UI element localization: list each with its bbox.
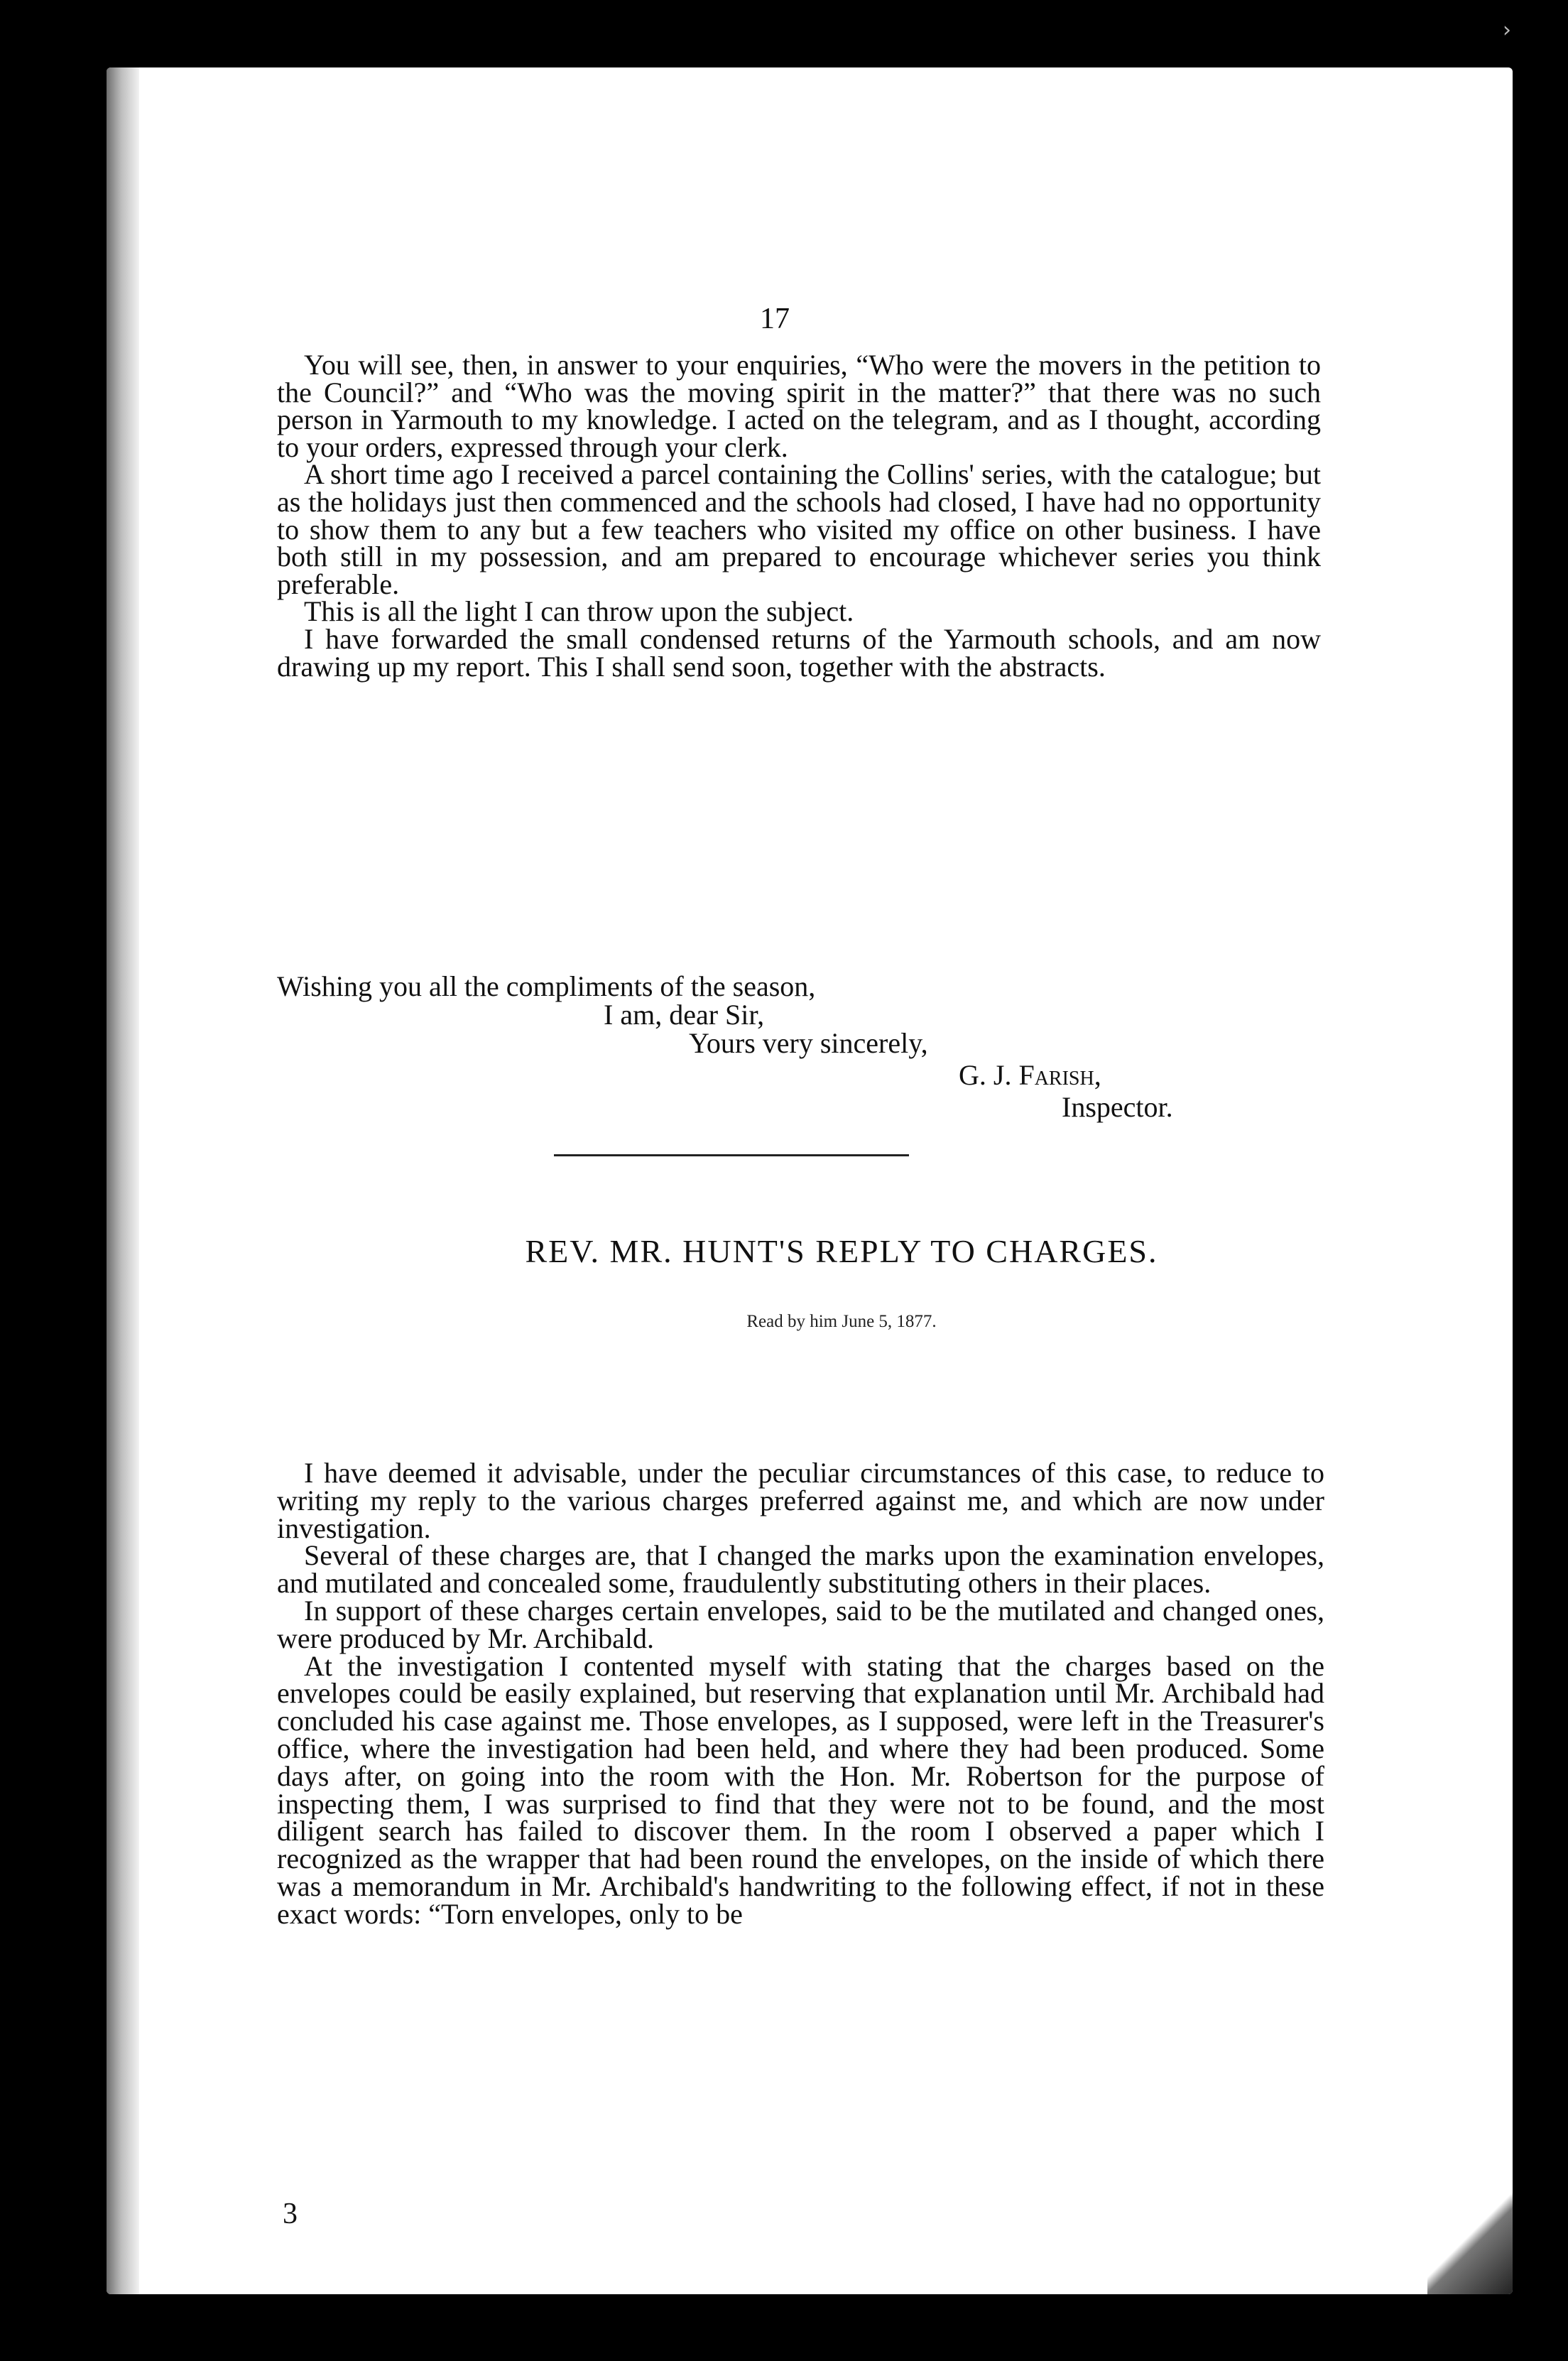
letter-valediction: Yours very sincerely,	[689, 1027, 928, 1059]
letter-signature: G. J. Farish,	[959, 1059, 1101, 1091]
reply-paragraph: In support of these charges certain envelopes, said to be the mutilated and changed ones, were produced by Mr. Archibald.	[277, 1594, 1324, 1654]
signature-mark: 3	[283, 2198, 298, 2230]
page-corner-curl	[1427, 2152, 1513, 2294]
binding-shadow	[107, 67, 139, 2294]
letter-paragraph: I have forwarded the small condensed returns of the Yarmouth schools, and am now drawing up my report. This I shall send soon, together with the abstracts.	[277, 622, 1321, 683]
letter-wishes: Wishing you all the compliments of the season,	[277, 970, 816, 1002]
reply-body	[277, 1457, 1324, 1930]
letter-paragraph: You will see, then, in answer to your enquiries, “Who were the movers in the petition to the Council?” and “Who was the moving spirit in the matter?” that there was no such person in Yarmouth to my knowledge. I acted on the telegram, and as I thought, according to your orders, expressed through your clerk.	[277, 349, 1321, 463]
section-title: REV. MR. HUNT'S REPLY TO CHARGES.	[525, 1233, 1158, 1269]
reply-paragraph: I have deemed it advisable, under the peculiar circumstances of this case, to reduce to writing my reply to the various charges preferred against me, and which are now under investigation.	[277, 1457, 1324, 1544]
page-number: 17	[760, 303, 790, 335]
letter-paragraph: A short time ago I received a parcel containing the Collins' series, with the catalogue; but as the holidays just then commenced and the schools had closed, I have had no opportunity to show them to any but a few teachers who visited my office on other business. I have both still in my possession, and am prepared to encourage whichever series you think preferable.	[277, 458, 1321, 600]
letter-salutation: I am, dear Sir,	[604, 999, 765, 1031]
document-page	[107, 67, 1513, 2294]
page-edge-marks: ›	[1503, 18, 1511, 43]
letter-paragraph: This is all the light I can throw upon the subject.	[304, 595, 854, 628]
section-subtitle: Read by him June 5, 1877.	[746, 1312, 937, 1331]
letter-signer-title: Inspector.	[1062, 1091, 1173, 1123]
section-divider	[554, 1154, 909, 1156]
reply-paragraph: At the investigation I contented myself with stating that the charges based on the envelopes could be easily explained, but reserving that explanation until Mr. Archibald had concluded his case against me. Those envelopes, as I supposed, were left in the Treasurer's office, where the investigation had been held, and where they had been produced. Some days after, on going into the room with the Hon. Mr. Robertson for the purpose of inspecting them, I was surprised to find that they were not to be found, and the most diligent search has failed to discover them. In the room I observed a paper which I recognized as the wrapper that had been round the envelopes, on the inside of which there was a memorandum in Mr. Archibald's handwriting to the following effect, if not in these exact words: “Torn envelopes, only to be	[277, 1649, 1324, 1930]
reply-paragraph: Several of these charges are, that I changed the marks upon the examination envelopes, and mutilated and concealed some, fraudulently substituting others in their places.	[277, 1539, 1324, 1600]
letter-body	[277, 349, 1321, 683]
